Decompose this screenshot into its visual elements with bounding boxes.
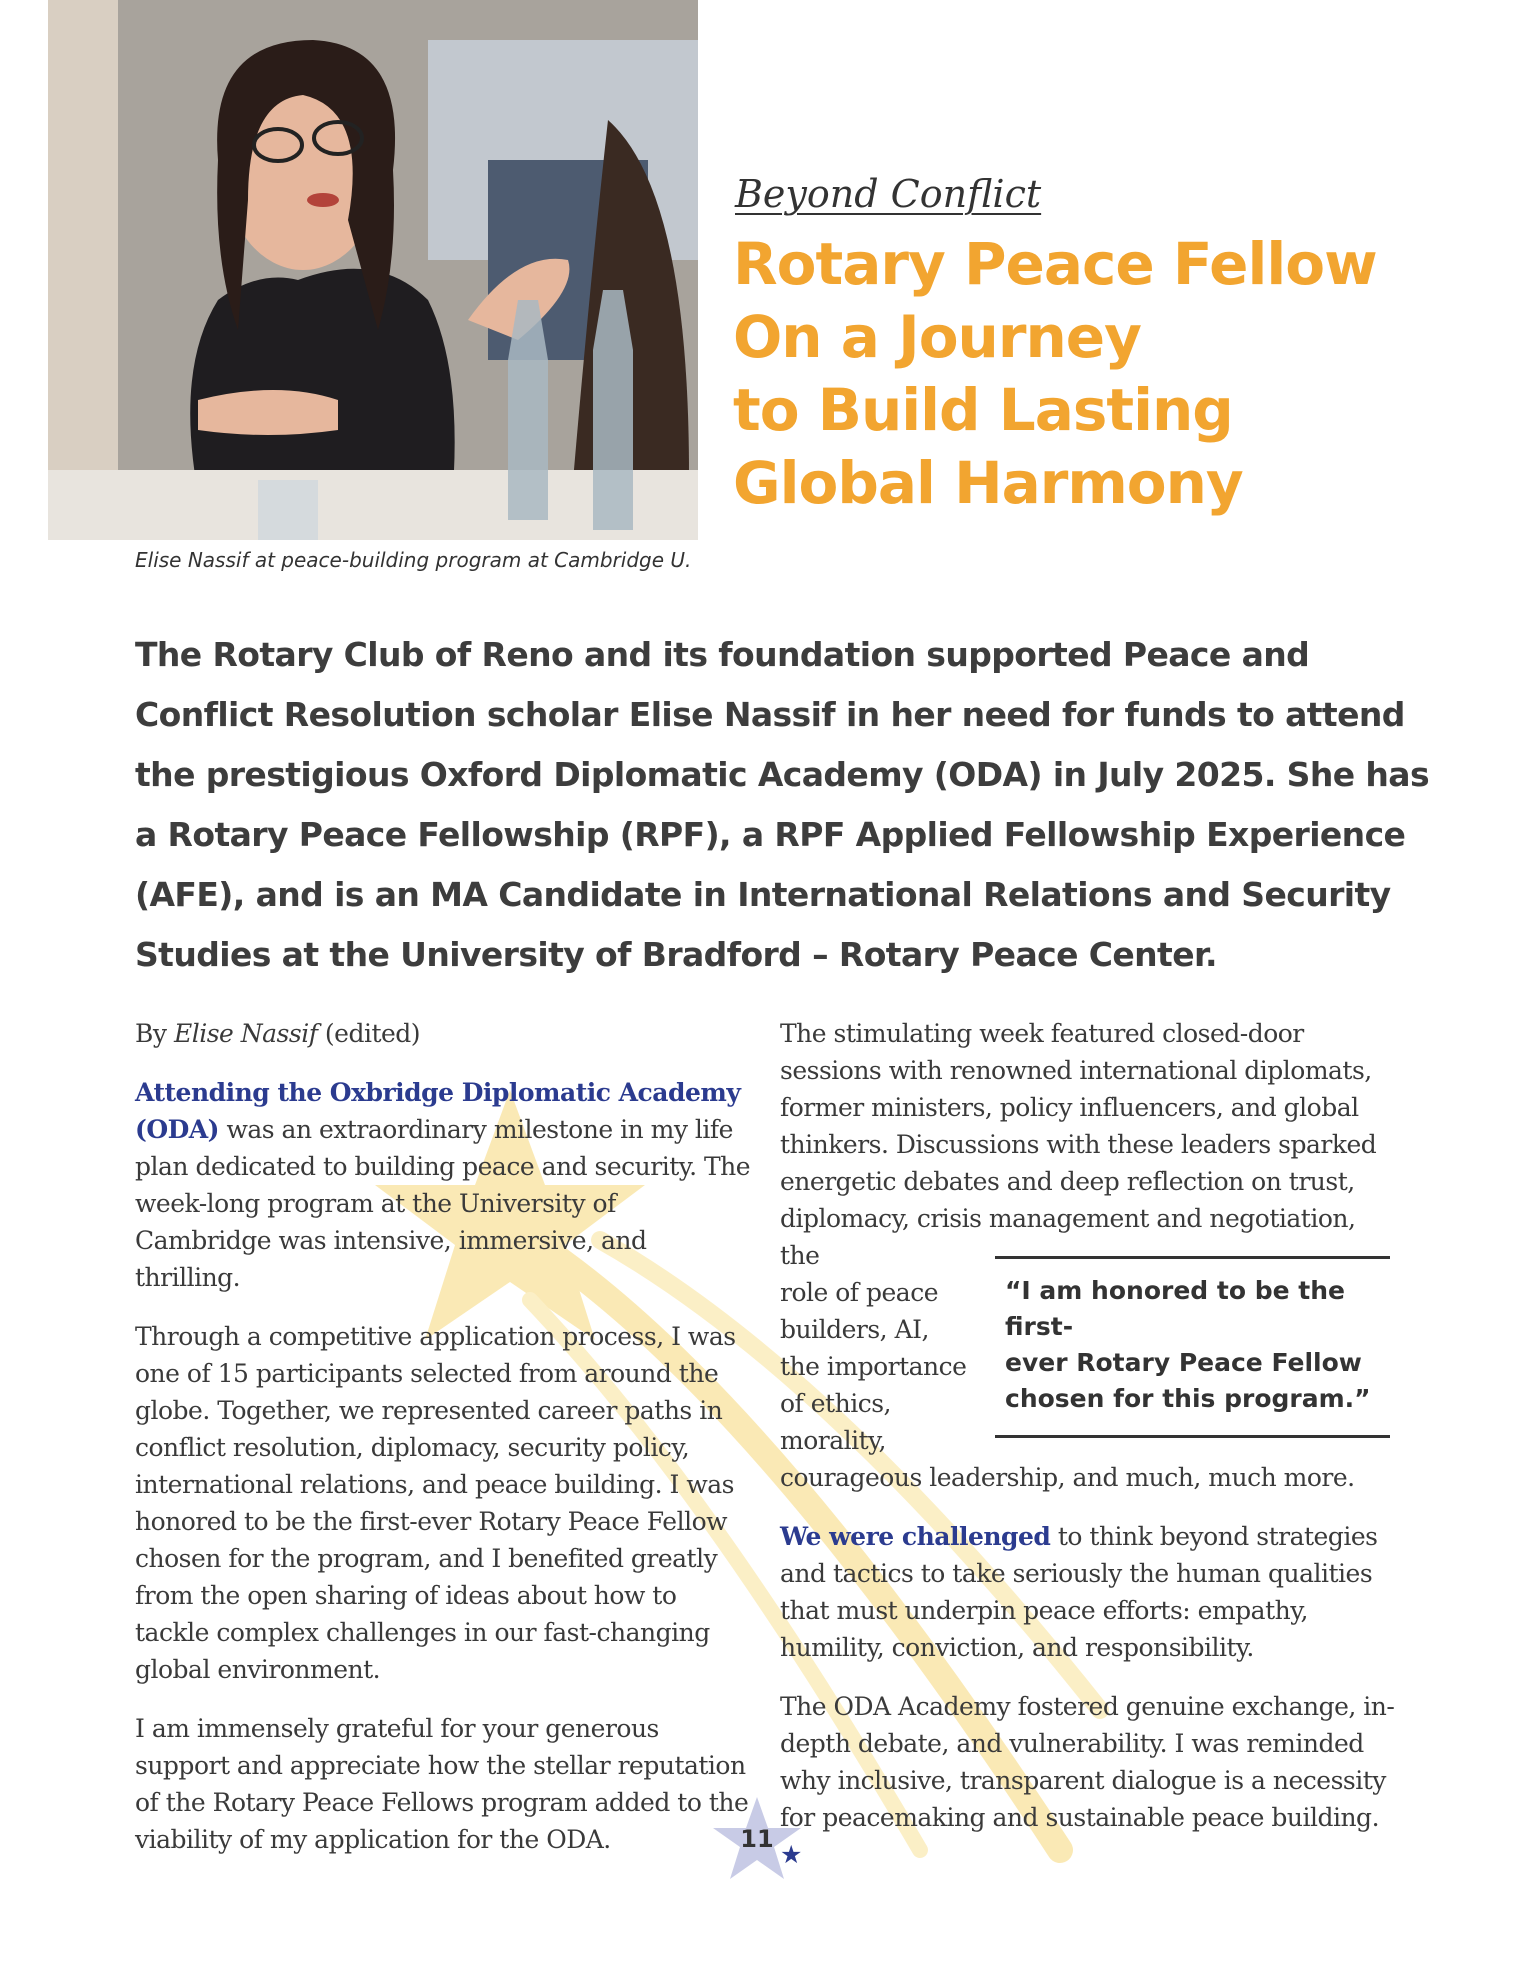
paragraph (780, 1688, 1400, 1873)
pull-quote (995, 1256, 1390, 1438)
paragraph-line: morality, (780, 1426, 886, 1455)
end-star-icon: ★ (780, 1840, 802, 1869)
paragraph-lead: Attending the Oxbridge Diplomatic Academy (ODA) (135, 1078, 741, 1144)
intro-line: a Rotary Peace Fellowship (RPF), a RPF Applied Fellowship Experience (135, 815, 1406, 854)
paragraph-line: energetic debates and deep reflection on trust, (780, 1167, 1355, 1196)
page-number-badge (712, 1795, 802, 1885)
paragraph-line: role of peace (780, 1278, 938, 1307)
paragraph-text: The ODA Academy fostered genuine exchange, in-depth debate, and vulnerability. I was reminded why inclusive, transparent dialogue is a necessity for peacemaking and sustainable peace building. (780, 1692, 1395, 1832)
paragraph-line: courageous leadership, and much, much more. (780, 1463, 1355, 1492)
byline-author: Elise Nassif (173, 1019, 318, 1048)
paragraph (135, 1074, 755, 1296)
paragraph-line: sessions with renowned international diplomats, (780, 1056, 1372, 1085)
paragraph-line: of ethics, (780, 1389, 891, 1418)
paragraph-line: builders, AI, (780, 1315, 929, 1344)
intro-line: Conflict Resolution scholar Elise Nassif in her need for funds to attend (135, 695, 1405, 734)
pull-quote-line: chosen for this program.” (1005, 1384, 1371, 1413)
paragraph-text: to think beyond strategies and tactics to take seriously the human qualities that must underpin peace efforts: empathy, humility, conviction, and responsibility. (780, 1522, 1378, 1662)
photo-illustration (48, 0, 698, 540)
intro-deck (135, 625, 1430, 985)
paragraph-line: thinkers. Discussions with these leaders sparked (780, 1130, 1377, 1159)
pull-quote-line: “I am honored to be the first- (1005, 1276, 1345, 1341)
section-kicker: Beyond Conflict (735, 172, 1042, 216)
paragraph-line: former ministers, policy influencers, and global (780, 1093, 1359, 1122)
page-number: 11 (740, 1825, 774, 1853)
byline-suffix: (edited) (317, 1019, 421, 1048)
intro-line: The Rotary Club of Reno and its foundation supported Peace and (135, 635, 1310, 674)
photo-caption: Elise Nassif at peace-building program at Cambridge U. (135, 548, 692, 572)
headline-line: On a Journey (733, 303, 1141, 371)
feature-photo (48, 0, 698, 540)
paragraph: I am immensely grateful for your generous support and appreciate how the stellar reputation of the Rotary Peace Fellows program added to the viability of my application for the ODA. (135, 1714, 749, 1854)
headline-line: Rotary Peace Fellow (733, 230, 1377, 298)
paragraph: Through a competitive application process, I was one of 15 participants selected from around the globe. Together, we represented career paths in conflict resolution, diplomacy, security policy, international relations, and peace building. I was honored to be the first-ever Rotary Peace Fellow chosen for the program, and I benefited greatly from the open sharing of ideas about how to tackle complex challenges in our fast-changing global environment. (135, 1322, 736, 1684)
intro-line: the prestigious Oxford Diplomatic Academy (ODA) in July 2025. She has (135, 755, 1430, 794)
paragraph-lead: We were challenged (780, 1522, 1051, 1551)
byline (135, 1015, 755, 1052)
pull-quote-line: ever Rotary Peace Fellow (1005, 1348, 1362, 1377)
byline-prefix: By (135, 1019, 174, 1048)
left-column (135, 1015, 755, 1880)
right-column (780, 1015, 1400, 1895)
intro-line: (AFE), and is an MA Candidate in International Relations and Security (135, 875, 1391, 914)
intro-line: Studies at the University of Bradford – Rotary Peace Center. (135, 935, 1217, 974)
headline (733, 228, 1453, 520)
headline-line: to Build Lasting (733, 376, 1233, 444)
paragraph-line: The stimulating week featured closed-door (780, 1019, 1304, 1048)
headline-line: Global Harmony (733, 449, 1243, 517)
paragraph-line: diplomacy, crisis management and negotiation, the (780, 1204, 1356, 1270)
paragraph-text: was an extraordinary milestone in my life plan dedicated to building peace and security. The week-long program at the University of Cambridge was intensive, immersive, and thrilling. (135, 1115, 751, 1292)
paragraph-line: the importance (780, 1352, 967, 1381)
paragraph (780, 1518, 1400, 1666)
